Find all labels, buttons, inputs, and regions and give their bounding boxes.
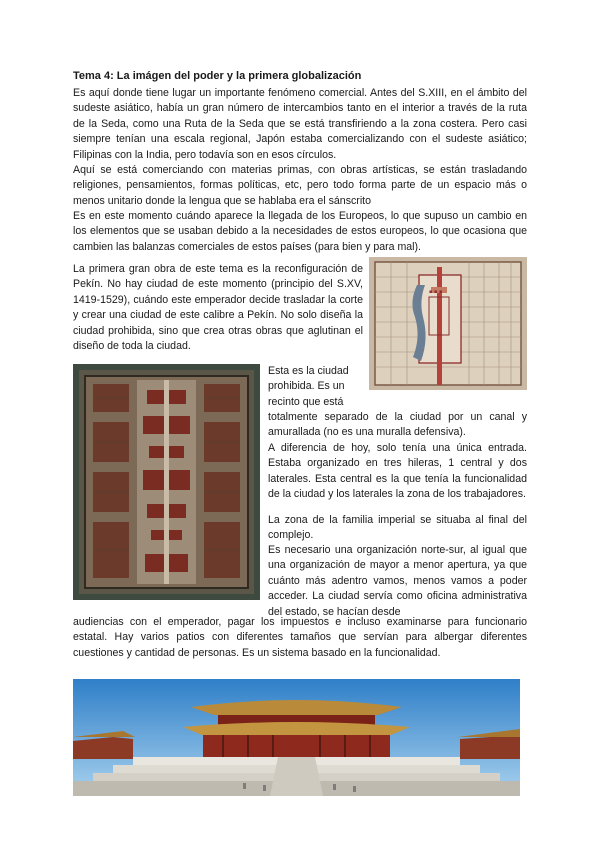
forbidden-city-aerial-image xyxy=(73,364,260,600)
ciudad-paragraph-2: A diferencia de hoy, solo tenía una única entrada. Estaba organizado en tres hileras, 1 central y dos laterales. Esta central es la que tenía la funcionalidad de la ciudad y los laterales la zona de los trabajadores. xyxy=(268,442,527,501)
final-paragraph: audiencias con el emperador, pagar los impuestos e incluso examinarse para funcionario estatal. Hay varios patios con diferentes tamaños que servían para albergar diferentes cuestiones y cantidad de personas. Es un sistema basado en la funcionalidad. xyxy=(73,616,527,659)
ciudad-paragraph-1: totalmente separado de la ciudad por un canal y amurallada (no es una muralla defensiva). xyxy=(268,411,527,439)
ciudad-line-2: prohibida. Es un xyxy=(268,380,345,392)
ciudad-paragraph-4: Es necesario una organización norte-sur, al igual que una organización de mayor a menor apertura, ya que cuánto más adentro vamos, menos vamos a poder acceder. La ciudad servía como oficina administrativa del estado, se hacían desde xyxy=(268,544,527,618)
intro-paragraph-3: Es en este momento cuándo aparece la llegada de los Europeos, lo que supuso un cambio en los elementos que se usaban debido a la necesidades de estos europeos, lo que ocasiona que cambien las balanzas comerciales de estos países (para bien y para mal). xyxy=(73,210,527,253)
pekin-paragraph: La primera gran obra de este tema es la reconfiguración de Pekín. No hay ciudad de este momento (principio del S.XV, 1419-1529), cuándo este emperador decide trasladar la corte y crear una ciudad de este calibre a Pekín. No solo diseña la ciudad prohibida, sino que crea otras obras que aglutinan el diseño de toda la ciudad. xyxy=(73,263,363,353)
svg-text:▪ ▪ ▪: ▪ ▪ ▪ xyxy=(429,289,443,295)
ciudad-paragraph-3: La zona de la familia imperial se situaba al final del complejo. xyxy=(268,514,527,542)
ciudad-line-3: recinto que está xyxy=(268,396,344,408)
ciudad-line-1: Esta es la ciudad xyxy=(268,365,349,377)
intro-paragraph-1: Es aquí donde tiene lugar un importante fenómeno comercial. Antes del S.XIII, en el ámbito del sudeste asiático, había un gran número de intercambios tanto en el interior a través de la ruta de la Seda, como una Ruta de la Seda que se está transfiriendo a la zona costera. Pero casi siempre tenían una escala regional, Japón estaba comercializando con el sudeste asiático; Filipinas con la India, pero todavía son en esos círculos. xyxy=(73,87,527,161)
document-title: Tema 4: La imágen del poder y la primera globalización xyxy=(73,70,362,82)
palace-photo-image xyxy=(73,679,520,796)
intro-paragraph-2: Aquí se está comerciando con materias primas, con obras artísticas, se están trasladando religiones, pensamientos, formas políticas, etc, pero todo forma parte de un espacio más o menos unitario donde la lengua que se hablaba era el sánscrito xyxy=(73,164,527,207)
